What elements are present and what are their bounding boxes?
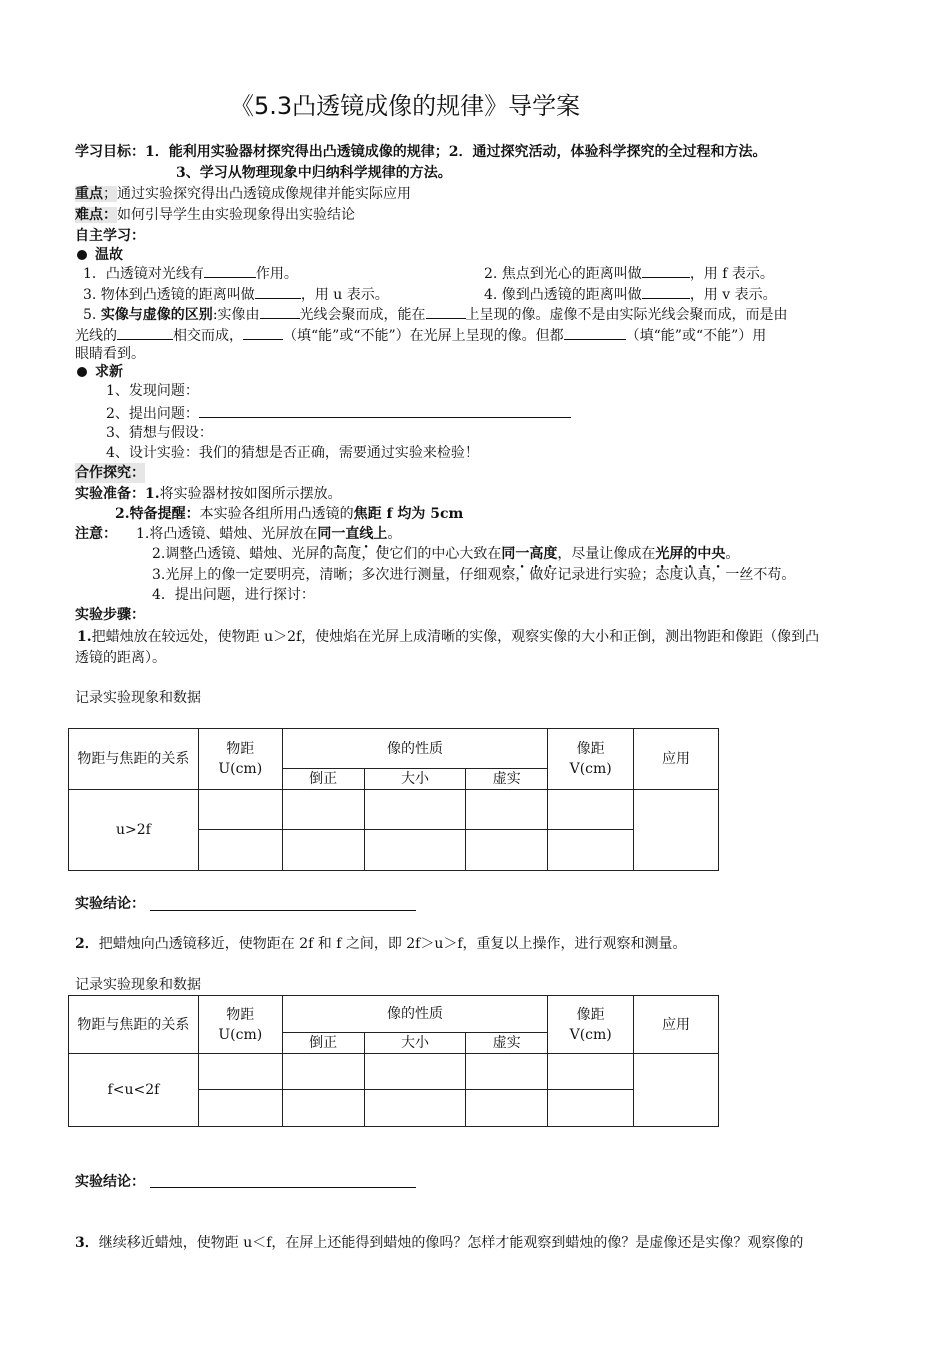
review-q5-line3: 眼睛看到。 — [75, 346, 145, 362]
data-cell[interactable] — [364, 1090, 466, 1127]
self-study-heading: 自主学习： — [75, 228, 145, 244]
learning-goals: 学习目标：1．能利用实验器材探究得出凸透镜成像的规律；2．通过探究活动，体验科学探究的全过程和方法。 — [75, 144, 767, 160]
note-3: 3.光屏上的像一定要明亮，清晰；多次进行测量，仔细观察，做好记录进行实验；态度认真，一丝不苟。 — [152, 567, 796, 583]
difficulty — [75, 205, 355, 225]
data-cell[interactable] — [548, 830, 634, 871]
inquiry-step-2: 2、提出问题： — [106, 402, 571, 424]
learning-goals-label: 学习目标 — [75, 144, 131, 160]
inquiry-step-4: 4、设计实验：我们的猜想是否正确，需要通过实验来检验！ — [106, 445, 479, 461]
data-cell[interactable] — [282, 1090, 364, 1127]
conclusion-label-1: 实验结论： — [75, 896, 145, 912]
answer-blank[interactable] — [642, 283, 690, 299]
data-cell[interactable] — [364, 790, 466, 830]
data-cell[interactable] — [282, 790, 364, 830]
header-real-virtual: 虚实 — [466, 769, 548, 790]
data-cell[interactable] — [364, 830, 466, 871]
header-image-nature: 像的性质 — [282, 729, 548, 769]
application-cell[interactable] — [634, 1054, 719, 1127]
header-application: 应用 — [634, 996, 719, 1054]
header-object-distance: 物距 U(cm) — [198, 729, 282, 790]
key-point-label: 重点 — [75, 186, 103, 202]
data-cell[interactable] — [548, 1054, 634, 1090]
conclusion-label-2: 实验结论： — [75, 1174, 145, 1190]
answer-blank[interactable] — [117, 324, 173, 340]
inquiry-step-3: 3、猜想与假设： — [106, 425, 213, 441]
header-size: 大小 — [364, 769, 466, 790]
data-cell[interactable] — [198, 1090, 282, 1127]
header-image-distance: 像距 V(cm) — [548, 729, 634, 790]
new-knowledge-heading: 求新 — [77, 362, 123, 382]
bullet-icon — [77, 367, 87, 377]
answer-blank[interactable] — [255, 283, 301, 299]
header-image-distance: 像距 V(cm) — [548, 996, 634, 1054]
answer-blank[interactable] — [243, 324, 283, 340]
record-label-1: 记录实验现象和数据 — [75, 690, 201, 706]
record-table-1 — [68, 728, 719, 871]
header-upright: 倒正 — [282, 1033, 364, 1054]
data-cell[interactable] — [548, 1090, 634, 1127]
answer-blank[interactable] — [642, 262, 690, 278]
answer-blank[interactable] — [426, 303, 466, 319]
data-cell[interactable] — [198, 790, 282, 830]
header-size: 大小 — [364, 1033, 466, 1054]
answer-blank[interactable] — [199, 402, 571, 418]
header-upright: 倒正 — [282, 769, 364, 790]
answer-blank[interactable] — [564, 324, 626, 340]
note-2: 2.调整凸透镜、蜡烛、光屏的高度，使它们的中心大致在同一高度，尽量让像成在光屏的中央。 — [152, 546, 740, 562]
header-relation: 物距与焦距的关系 — [69, 729, 199, 790]
page-title: 《5.3凸透镜成像的规律》导学案 — [230, 92, 581, 120]
review-q1: 1．凸透镜对光线有 作用。 — [83, 262, 298, 284]
difficulty-label: 难点： — [75, 207, 117, 223]
note-1: 1.将凸透镜、蜡烛、光屏放在同一直线上。 — [136, 526, 402, 542]
conclusion-blank-1[interactable] — [150, 910, 416, 911]
difficulty-text: 如何引导学生由实验现象得出实验结论 — [117, 207, 355, 223]
application-cell[interactable] — [634, 790, 719, 871]
review-q2: 2. 焦点到光心的距离叫做 ，用 f 表示。 — [484, 262, 774, 284]
record-table-2 — [68, 995, 719, 1127]
steps-heading: 实验步骤： — [75, 607, 145, 623]
review-q3: 3. 物体到凸透镜的距离叫做 ，用 u 表示。 — [83, 283, 389, 305]
prep-line1: 实验准备：1.将实验器材按如图所示摆放。 — [75, 486, 342, 502]
conclusion-blank-2[interactable] — [150, 1187, 416, 1188]
learning-goals-line2: 3、学习从物理现象中归纳科学规律的方法。 — [176, 165, 452, 181]
bullet-icon — [77, 250, 87, 260]
step-1-line1: 1.把蜡烛放在较远处，使物距 u＞2f，使烛焰在光屏上成清晰的实像，观察实像的大小和正倒，测出物距和像距（像到凸 — [77, 629, 820, 645]
step-1-line2: 透镜的距离）。 — [75, 650, 166, 666]
data-cell[interactable] — [364, 1054, 466, 1090]
header-object-distance: 物距 U(cm) — [198, 996, 282, 1054]
data-cell[interactable] — [548, 790, 634, 830]
inquiry-step-1: 1、发现问题： — [106, 383, 199, 399]
header-real-virtual: 虚实 — [466, 1033, 548, 1054]
note-4: 4．提出问题，进行探讨： — [152, 587, 315, 603]
step-3: 3．继续移近蜡烛，使物距 u＜f，在屏上还能得到蜡烛的像吗？怎样才能观察到蜡烛的像？是虚像还是实像？观察像的 — [75, 1235, 804, 1251]
data-cell[interactable] — [282, 1054, 364, 1090]
data-cell[interactable] — [198, 830, 282, 871]
learning-goals-line1: 1．能利用实验器材探究得出凸透镜成像的规律；2．通过探究活动，体验科学探究的全过程和方法。 — [145, 144, 767, 160]
data-cell[interactable] — [198, 1054, 282, 1090]
answer-blank[interactable] — [260, 303, 300, 319]
step-2: 2．把蜡烛向凸透镜移近，使物距在 2f 和 f 之间，即 2f＞u＞f，重复以上操作，进行观察和测量。 — [75, 936, 687, 952]
record-label-2: 记录实验现象和数据 — [75, 977, 201, 993]
data-cell[interactable] — [466, 1090, 548, 1127]
notes-label: 注意： — [75, 526, 117, 542]
data-cell[interactable] — [466, 1054, 548, 1090]
header-relation: 物距与焦距的关系 — [69, 996, 199, 1054]
answer-blank[interactable] — [204, 262, 256, 278]
review-heading: 温故 — [77, 245, 123, 265]
data-cell[interactable] — [466, 790, 548, 830]
cooperation-heading: 合作探究： — [75, 465, 145, 481]
prep-line2: 2.特备提醒：本实验各组所用凸透镜的焦距 f 均为 5cm — [115, 506, 464, 522]
review-q5-line1: 5. 实像与虚像的区别:实像由 光线会聚而成，能在 上呈现的像。虚像不是由实际光线会聚而成，而是由 — [83, 303, 788, 325]
review-q5-line2: 光线的 相交而成， （填“能”或“不能”）在光屏上呈现的像。但都 （填“能”或“不能”）用 — [75, 324, 766, 346]
key-point-text: 通过实验探究得出凸透镜成像规律并能实际应用 — [117, 186, 411, 202]
header-application: 应用 — [634, 729, 719, 790]
review-q4: 4. 像到凸透镜的距离叫做 ，用 v 表示。 — [484, 283, 777, 305]
condition-cell: u>2f — [69, 790, 199, 871]
key-point: 重点；通过实验探究得出凸透镜成像规律并能实际应用 — [75, 186, 411, 202]
data-cell[interactable] — [466, 830, 548, 871]
condition-cell: f<u<2f — [69, 1054, 199, 1127]
data-cell[interactable] — [282, 830, 364, 871]
header-image-nature: 像的性质 — [282, 996, 547, 1033]
